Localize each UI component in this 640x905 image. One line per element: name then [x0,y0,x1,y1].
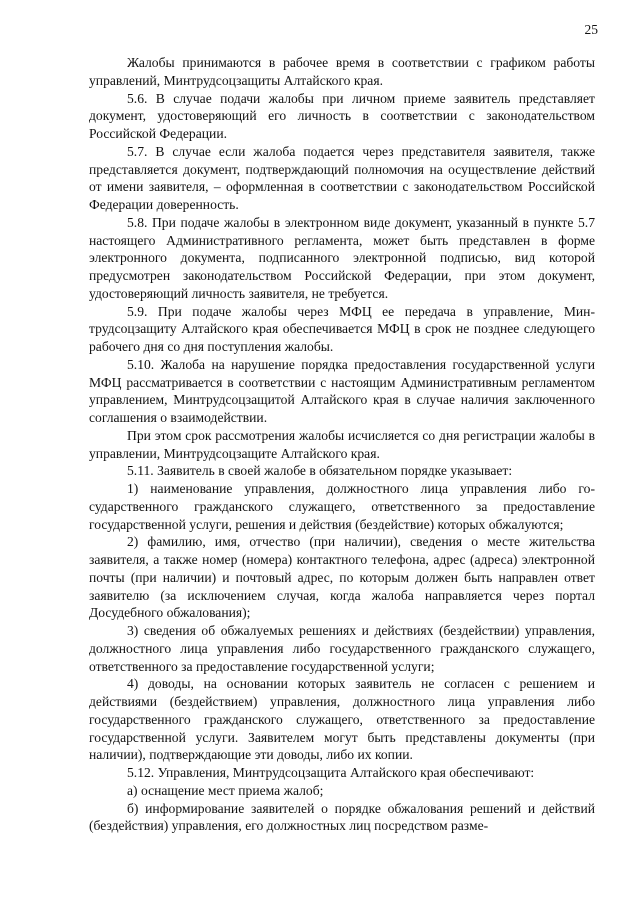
paragraph-5-11: 5.11. Заявитель в своей жалобе в обязательном порядке указывает: [127,463,513,479]
list-item-2: 2) фамилию, имя, отчество (при наличии), сведения о месте жительства заявителя, а также номер (номера) контактного телефона, адрес (адреса) электронной почты (при наличии) и почтовый адрес, по которым должен быть направлен ответ заявителю (за исключением случая, когда жалоба направляется через портал Досудебного обжалования); [89,534,595,621]
paragraph-5-9: 5.9. При подаче жалобы через МФЦ ее передача в управление, Минтрудсоцзащиту Алтайского края обеспечивается МФЦ в срок не позднее следующего рабочего дня со дня поступления жалобы. [89,303,595,354]
paragraph-5-7: 5.7. В случае если жалоба подается через представителя заявителя, также представляется документ, подтверждающий полномочия на осуществление действий от имени заявителя, – оформленная в соответствии с законодательством Российской Федерации доверенность. [89,143,595,212]
paragraph-5-10: 5.10. Жалоба на нарушение порядка предоставления государственной услуги МФЦ рассматривается в соответствии с настоящим Административным регламентом управлением, Минтрудсоцзащитой Алтайского края в случае наличия заключенного соглашения о взаимодействии. [89,356,595,425]
list-item-b: б) информирование заявителей о порядке обжалования решений и действий (бездействия) управления, его должностных лиц посредством разме- [89,800,595,834]
paragraph-complaint-hours: Жалобы принимаются в рабочее время в соответствии с графиком работы управлений, Минтрудсоцзащиты Алтайского края. [89,55,595,88]
list-item-4: 4) доводы, на основании которых заявитель не согласен с решением и действиями (бездействием) управления, должностного лица управления либо государственного гражданского служащего, ответственного за предоставление государственной услуги. Заявителем могут быть представлены документы (при наличии), подтверждающие эти доводы, либо их копии. [89,676,595,763]
page-number: 25 [584,22,598,37]
paragraph-review-period: При этом срок рассмотрения жалобы исчисляется со дня регистрации жалобы в управлении, Минтрудсоцзащите Алтайского края. [89,427,595,461]
list-item-a: а) оснащение мест приема жалоб; [127,782,324,798]
paragraph-5-8: 5.8. При подаче жалобы в электронном виде документ, указанный в пункте 5.7 настоящего Административного регламента, может быть представлен в форме электронного документа, подписанного электронной подписью, вид которой предусмотрен законодательством Российской Федерации, при этом документ, удостоверяющий личность заявителя, не требуется. [89,214,595,301]
paragraph-5-6: 5.6. В случае подачи жалобы при личном приеме заявитель представляет документ, удостоверяющий его личность в соответствии с законодательством Российской Федерации. [89,90,595,141]
list-item-3: 3) сведения об обжалуемых решениях и действиях (бездействии) управления, должностного лица управления либо государственного гражданского служащего, ответственного за предоставление государственной услуги; [89,623,595,674]
paragraph-5-12: 5.12. Управления, Минтрудсоцзащита Алтайского края обеспечивают: [127,765,535,780]
document-body [89,54,595,835]
list-item-1: 1) наименование управления, должностного лица управления либо государственного гражданского служащего, ответственного за предоставление государственной услуги, решения и действия (бездействие) которых обжалуются; [89,481,595,532]
